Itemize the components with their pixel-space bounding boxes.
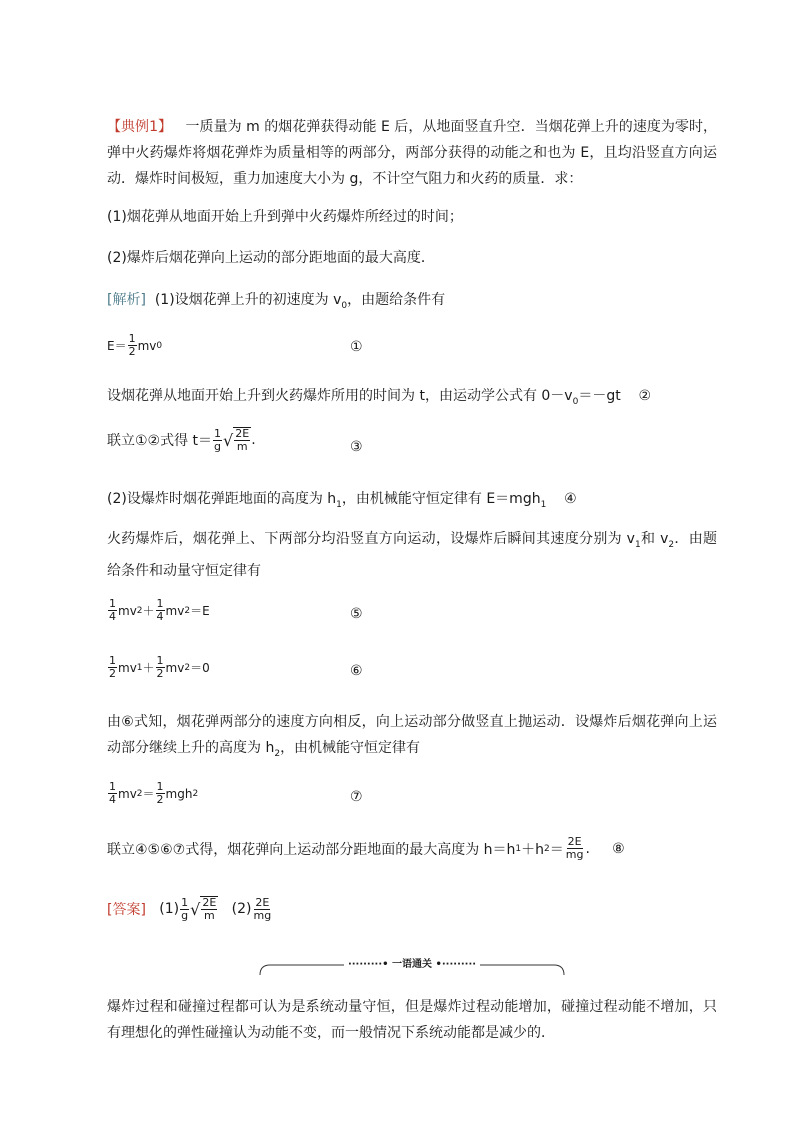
equation-6: 1 2 mv 1 ＋ 1 2 mv 2 ＝0 (109, 654, 210, 680)
solution-text-8: 联立④⑤⑥⑦式得，烟花弹向上运动部分距地面的最大高度为 h＝h (107, 841, 516, 858)
solution-line-8: 联立④⑤⑥⑦式得，烟花弹向上运动部分距地面的最大高度为 h＝h 1 ＋h 2 ＝ 2E mg . ⑧ (107, 835, 625, 861)
equation-1: E＝ 1 2 mv 0 (107, 332, 163, 358)
solution-text-2-tail: ＝－gt (578, 388, 621, 404)
solution-line-7: 由⑥式知，烟花弹两部分的速度方向相反，向上运动部分做竖直上抛运动．设爆炸后烟花弹向上运动部分继续上升的高度为 $h_2$，由机械能守恒定律有 (107, 714, 717, 759)
example-text: 一质量为 m 的烟花弹获得动能 E 后，从地面竖直升空．当烟花弹上升的速度为零时，弹中火药爆炸将烟花弹炸为质量相等的两部分，两部分获得的动能之和也为 E，且均沿竖直方向运动．爆炸时间极短，重力加速度大小为 g，不计空气阻力和火药的质量．求： (107, 119, 717, 187)
answer-2-label: (2) (231, 901, 252, 917)
solution-text-5: 火药爆炸后，烟花弹上、下两部分均沿竖直方向运动，设爆炸后瞬间其速度分别为 v (107, 531, 635, 547)
eq-number-8: ⑧ (612, 840, 625, 857)
example-stem (107, 114, 717, 192)
question-2: (2)爆炸后烟花弹向上运动的部分距地面的最大高度． (107, 250, 435, 266)
solution-text-7-tail: ，由机械能守恒定律有 (280, 740, 421, 756)
equation-3: 联立①②式得 t＝ 1 g √ 2E m . (107, 426, 256, 453)
answer-tag: [答案] (107, 902, 146, 918)
eq-number-3: ③ (350, 439, 363, 455)
solution-text-4-tail: ，由机械能守恒定律有 E＝mgh (341, 491, 541, 507)
eq6-rhs: ＝0 (190, 661, 210, 675)
solution-text-5-mid: 和 v (640, 531, 669, 547)
eq-number-5: ⑤ (350, 606, 363, 622)
fraction-1-over-g: 1 g (214, 426, 222, 453)
eq-number-4: ④ (564, 491, 577, 507)
eq3-lhs: 联立①②式得 t＝ (107, 433, 213, 449)
eq1-tail: mv (137, 338, 157, 353)
solution-text-1-tail: ，由题给条件有 (347, 292, 446, 308)
eq-number-7: ⑦ (350, 789, 363, 805)
solution-tag: [解析] (107, 292, 146, 308)
solution-line-4: (2)设爆炸时烟花弹距地面的高度为 $h_1$，由机械能守恒定律有 E＝mgh$_1$ ④ (107, 491, 577, 510)
solution-line-2: 设烟花弹从地面开始上升到火药爆炸所用的时间为 t，由运动学公式有 $0-v_0=-gt$ ② (107, 388, 652, 407)
solution-text-4: (2)设爆炸时烟花弹距地面的高度为 h (107, 491, 337, 507)
eq-number-2: ② (638, 388, 652, 404)
solution-text-1: (1)设烟花弹上升的初速度为 v (154, 292, 342, 308)
solution-text-7: 由⑥式知，烟花弹两部分的速度方向相反，向上运动部分做竖直上抛运动．设爆炸后烟花弹向上运动部分继续上升的高度为 h (107, 714, 717, 756)
equation-7: 1 4 mv 2 ＝ 1 2 mgh 2 (109, 780, 199, 806)
answer-1-label: (1) (159, 901, 180, 917)
eq-number-6: ⑥ (350, 663, 363, 679)
eq-number-1: ① (350, 339, 363, 355)
example-tag: 【典例1】 (107, 119, 173, 135)
summary-text: 爆炸过程和碰撞过程都可认为是系统动量守恒，但是爆炸过程动能增加，碰撞过程动能不增加，只有理想化的弹性碰撞认为动能不变，而一般情况下系统动能都是减少的． (107, 999, 717, 1041)
solution-text-8-mid: ＋h (521, 841, 545, 858)
equation-5: 1 4 mv 2 ＋ 1 4 mv 2 ＝E (109, 597, 210, 623)
answer-line: [答案] (1) 1 g √ 2E m (2) 2E mg (107, 895, 272, 922)
solution-line-5: 火药爆炸后，烟花弹上、下两部分均沿竖直方向运动，设爆炸后瞬间其速度分别为 $v_1$和 $v_2$．由题给条件和动量守恒定律有 (107, 531, 718, 579)
sqrt-2E-over-m: √ 2E m (223, 427, 250, 453)
solution-text-2: 设烟花弹从地面开始上升到火药爆炸所用的时间为 t，由运动学公式有 0－v (107, 388, 573, 404)
solution-text-5-tail: ．由题给条件和动量守恒定律有 (107, 531, 718, 579)
eq1-lhs: E＝ (107, 339, 127, 353)
fraction-half: 1 2 (128, 332, 136, 358)
eq5-rhs: ＝E (190, 604, 210, 618)
question-1: (1)烟花弹从地面开始上升到弹中火药爆炸所经过的时间； (107, 209, 463, 225)
summary-title: 一语通关 (392, 959, 432, 970)
solution-line-1: [解析] (1)设烟花弹上升的初速度为 $v_0$，由题给条件有 (107, 292, 446, 311)
summary-title-wrap: ·········• 一语通关 •········· (256, 957, 568, 973)
solution-text-8-tail: ＝ (549, 841, 564, 858)
